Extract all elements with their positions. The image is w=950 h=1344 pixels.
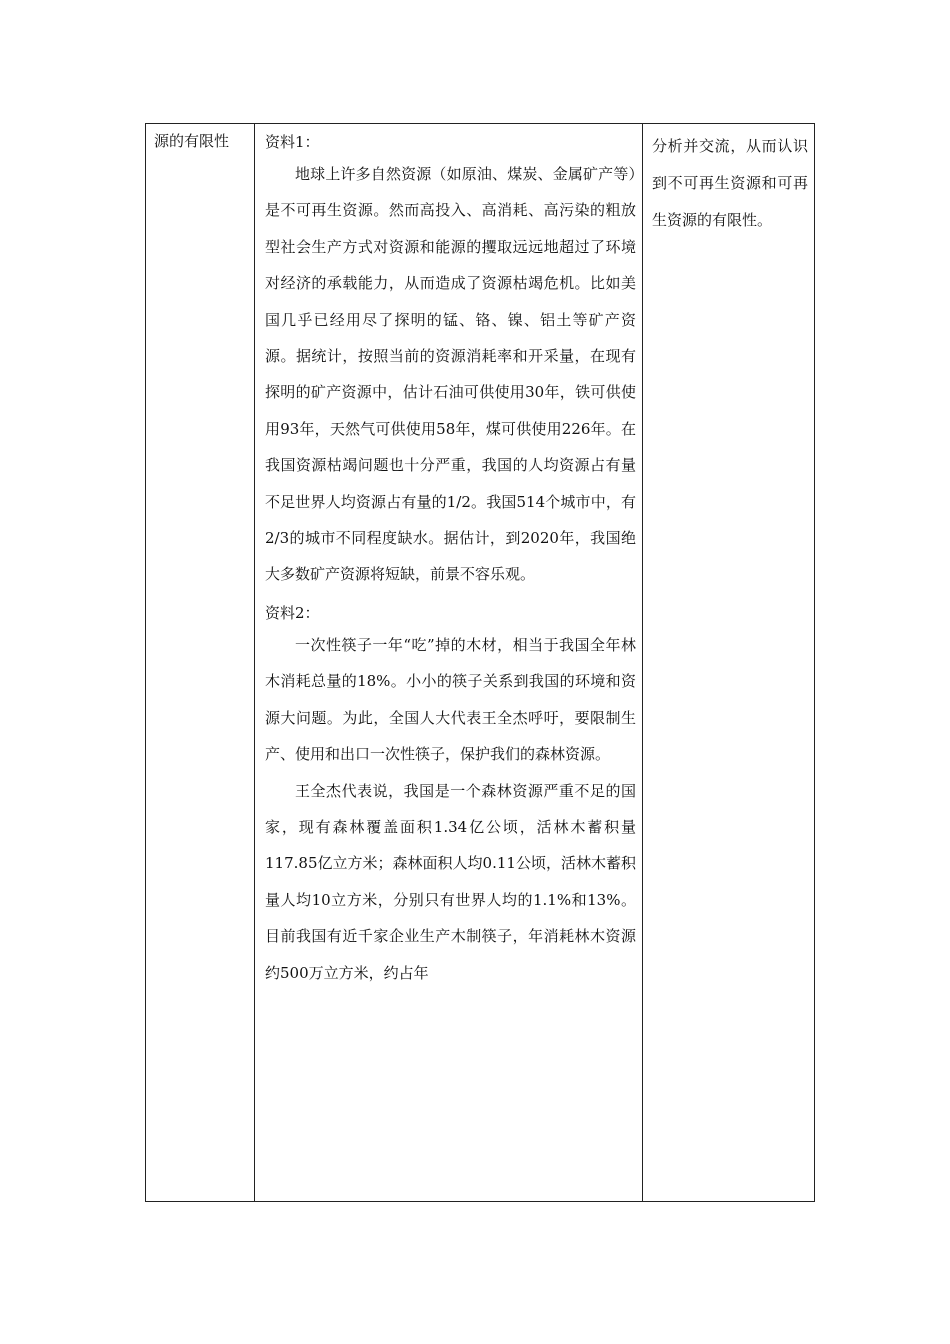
- topic-cell: [146, 124, 255, 1201]
- activity-cell: [643, 124, 814, 1201]
- material1-label: 资料1：: [265, 133, 320, 151]
- lesson-table: [145, 123, 815, 1202]
- activity-text: 分析并交流，从而认识到不可再生资源和可再生资源的有限性。: [652, 137, 808, 229]
- material2-paragraph2: 王全杰代表说，我国是一个森林资源严重不足的国家，现有森林覆盖面积1.34亿公顷，活林木蓄积量117.85亿立方米；森林面积人均0.11公顷，活林木蓄积量人均10立方米，分别只有世界人均的1.1%和13%。目前我国有近千家企业生产木制筷子，年消耗林木资源约500万立方米，约占年: [265, 781, 636, 982]
- material2-paragraph1: 一次性筷子一年“吃”掉的木材，相当于我国全年林木消耗总量的18%。小小的筷子关系到我国的环境和资源大问题。为此，全国人大代表王全杰呼吁，要限制生产、使用和出口一次性筷子，保护我们的森林资源。: [265, 635, 636, 764]
- topic-text: 源的有限性: [154, 132, 230, 150]
- material2-label: 资料2：: [265, 603, 320, 622]
- materials-cell: [255, 124, 643, 1201]
- material1-paragraph: 地球上许多自然资源（如原油、煤炭、金属矿产等）是不可再生资源。然而高投入、高消耗、高污染的粗放型社会生产方式对资源和能源的攫取远远地超过了环境对经济的承载能力，从而造成了资源枯竭危机。比如美国几乎已经用尽了探明的锰、铬、镍、铝土等矿产资源。据统计，按照当前的资源消耗率和开采量，在现有探明的矿产资源中，估计石油可供使用30年，铁可供使用93年，天然气可供使用58年，煤可供使用226年。在我国资源枯竭问题也十分严重，我国的人均资源占有量不足世界人均资源占有量的1/2。我国514个城市中，有2/3的城市不同程度缺水。据估计，到2020年，我国绝大多数矿产资源将短缺，前景不容乐观。: [265, 165, 636, 584]
